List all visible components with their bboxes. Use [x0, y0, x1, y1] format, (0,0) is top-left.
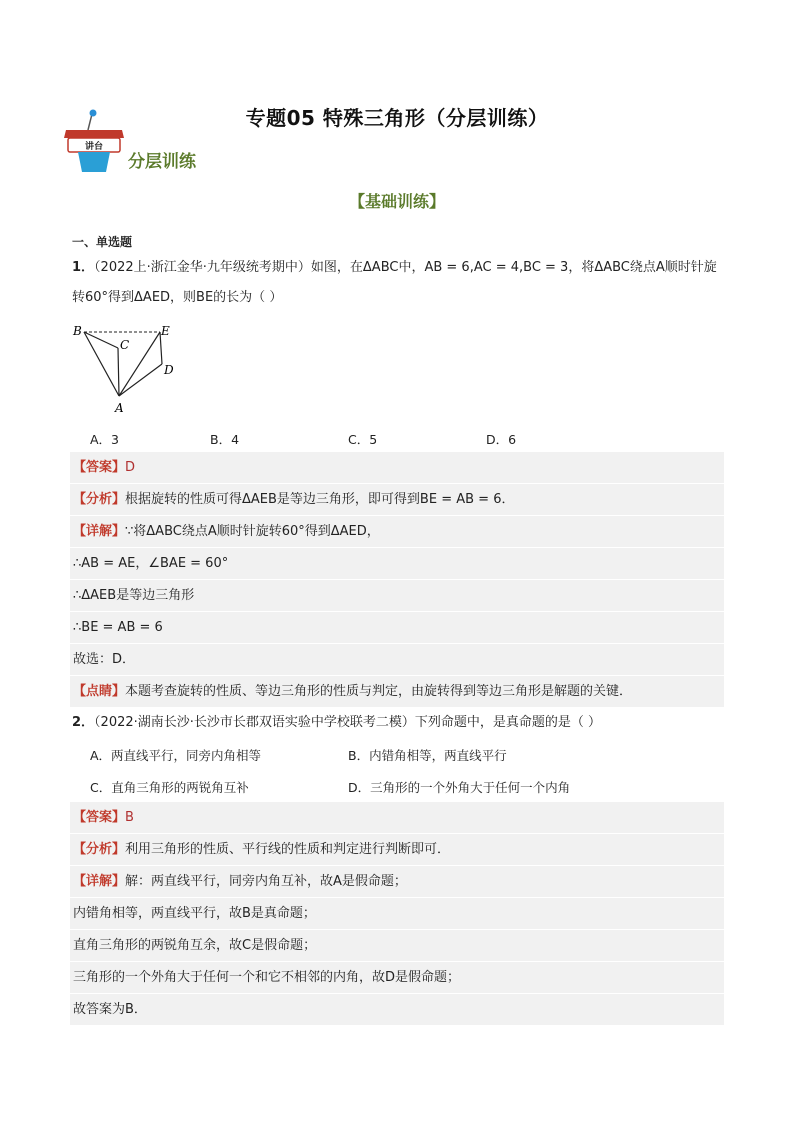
q2-answer-row: 【答案】B [70, 802, 724, 834]
q2-number: 2． [72, 715, 95, 730]
q2-analysis-row: 【分析】利用三角形的性质、平行线的性质和判定进行判断即可． [70, 834, 724, 866]
q2-solution-box [70, 802, 724, 1026]
subsection-heading: 【基础训练】 [348, 192, 445, 211]
section-label: 分层训练 [128, 152, 196, 172]
podium-icon [64, 108, 126, 174]
q1-stem-line2: 转60°得到ΔAED，则BE的长为（ ） [72, 290, 283, 305]
q1-number: 1． [72, 260, 95, 275]
q2-option-c[interactable]: C．直角三角形的两锐角互补 [90, 780, 249, 795]
q1-comment-row: 【点睛】本题考查旋转的性质、等边三角形的性质与判定，由旋转得到等边三角形是解题的关键． [70, 676, 724, 708]
q1-text-1: 如图，在ΔABC中，AB = 6,AC = 4,BC = 3，将ΔABC绕点A顺时针旋 [310, 260, 717, 275]
label-D: D [164, 363, 174, 377]
q1-triangle-figure [70, 318, 180, 416]
q2-detail-row: 【详解】解：两直线平行，同旁内角互补，故A是假命题； [70, 866, 724, 898]
q1-detail-line: 故选：D． [70, 644, 724, 676]
q2-text: 下列命题中，是真命题的是（ ） [414, 715, 602, 730]
label-A: A [115, 401, 124, 415]
q2-detail-line: 直角三角形的两锐角互余，故C是假命题； [70, 930, 724, 962]
q1-source: （2022上·浙江金华·九年级统考期中） [94, 260, 311, 275]
q1-detail-line: ∴BE = AB = 6 [70, 612, 724, 644]
q1-option-d[interactable]: D．6 [486, 432, 517, 447]
q2-stem [72, 713, 601, 733]
label-E: E [161, 324, 170, 338]
q2-option-b[interactable]: B．内错角相等，两直线平行 [348, 748, 507, 763]
q1-analysis-row: 【分析】根据旋转的性质可得ΔAEB是等边三角形，即可得到BE = AB = 6． [70, 484, 724, 516]
q1-stem-line1 [72, 258, 717, 278]
q1-solution-box [70, 452, 724, 708]
q2-detail-line: 三角形的一个外角大于任何一个和它不相邻的内角，故D是假命题； [70, 962, 724, 994]
q2-detail-line: 内错角相等，两直线平行，故B是真命题； [70, 898, 724, 930]
label-B: B [73, 324, 82, 338]
q2-option-d[interactable]: D．三角形的一个外角大于任何一个内角 [348, 780, 571, 795]
q1-answer-row: 【答案】D [70, 452, 724, 484]
q2-source: （2022·湖南长沙·长沙市长郡双语实验中学校联考二模） [94, 715, 415, 730]
q2-option-a[interactable]: A．两直线平行，同旁内角相等 [90, 748, 262, 763]
q1-option-c[interactable]: C．5 [348, 432, 378, 447]
q1-detail-line: ∴AB = AE，∠BAE = 60° [70, 548, 724, 580]
page-title: 专题05 特殊三角形（分层训练） [245, 106, 549, 130]
q1-detail-line: ∴ΔAEB是等边三角形 [70, 580, 724, 612]
q1-detail-row: 【详解】∵将ΔABC绕点A顺时针旋转60°得到ΔAED， [70, 516, 724, 548]
q1-option-a[interactable]: A．3 [90, 432, 120, 447]
q1-option-b[interactable]: B．4 [210, 432, 240, 447]
podium-label: 讲台 [84, 142, 104, 152]
label-C: C [120, 338, 130, 352]
question-type-heading: 一、单选题 [72, 235, 133, 249]
q2-detail-line: 故答案为B． [70, 994, 724, 1026]
